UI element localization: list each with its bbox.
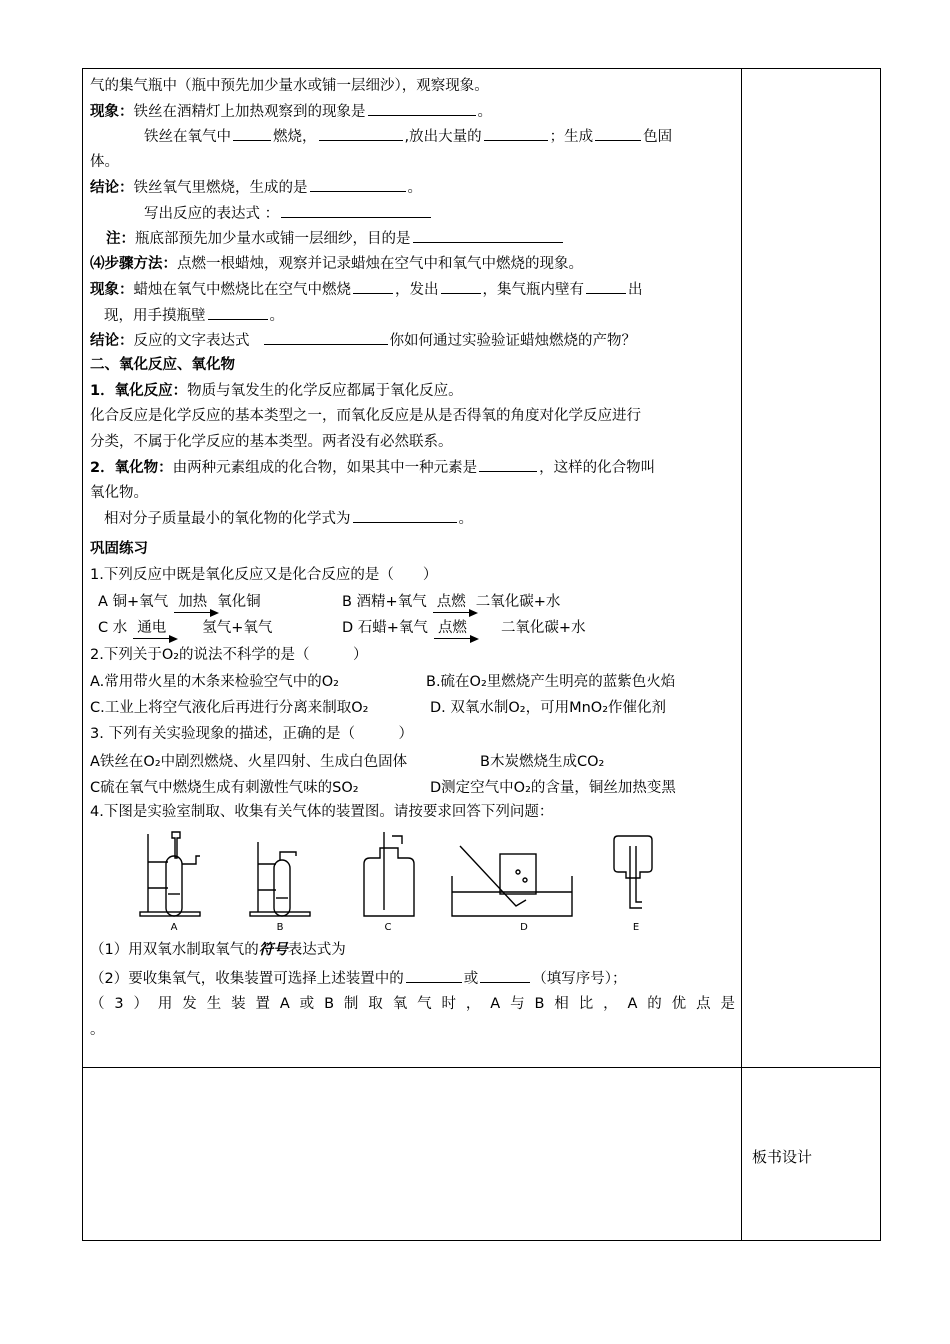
text-line: 相对分子质量最小的氧化物的化学式为 。 — [104, 508, 473, 529]
section-heading: 二、氧化反应、氧化物 — [90, 357, 235, 373]
option-a: A.常用带火星的木条来检验空气中的O₂ — [90, 674, 339, 690]
text-line: 氧化物。 — [90, 485, 148, 501]
blank — [480, 968, 530, 983]
option-b: B 酒精+氧气 点燃 二氧化碳+水 — [342, 592, 560, 613]
note-line: 注：瓶底部预先加少量水或铺一层细纱，目的是 — [106, 228, 565, 249]
question-2: 2.下列关于O₂的说法不科学的是（ ） — [90, 647, 368, 663]
question-4-part-2: （2）要收集氧气，收集装置可选择上述装置中的 或 （填写序号）； — [90, 968, 626, 989]
figure-label: E — [632, 922, 640, 933]
option-c: C.工业上将空气液化后再进行分离来制取O₂ — [90, 700, 369, 716]
text-line: 体。 — [90, 154, 119, 170]
blank — [586, 279, 626, 294]
option-b: B.硫在O₂里燃烧产生明亮的蓝紫色火焰 — [426, 674, 676, 690]
option-c: C 水 通电 氢气+氧气 — [98, 618, 272, 639]
step-line: ⑷步骤方法：点燃一根蜡烛，观察并记录蜡烛在空气中和氧气中燃烧的现象。 — [90, 256, 583, 272]
figure-label: A — [170, 922, 178, 933]
blank — [413, 228, 563, 243]
reaction-arrow: 点燃 — [434, 618, 471, 639]
text-line: 气的集气瓶中（瓶中预先加少量水或铺一层细沙），观察现象。 — [90, 78, 489, 94]
reaction-arrow: 通电 — [133, 618, 170, 639]
blank — [281, 203, 431, 218]
section-heading: 巩固练习 — [90, 541, 148, 557]
blank — [441, 279, 481, 294]
question-4: 4.下图是实验室制取、收集有关气体的装置图。请按要求回答下列问题： — [90, 804, 554, 820]
figure-label: B — [276, 922, 284, 933]
phenomenon-line: 现象：铁丝在酒精灯上加热观察到的现象是 。 — [90, 101, 492, 122]
blank — [368, 101, 476, 116]
question-1: 1.下列反应中既是氧化反应又是化合反应的是（ ） — [90, 567, 438, 583]
figure-label: D — [520, 922, 528, 933]
blank — [233, 126, 271, 141]
question-4-part-3: （ 3 ） 用 发 生 装 置 A 或 B 制 取 氧 气 时 ， A 与 B 相 比 ， A 的 优 点 是 — [90, 996, 735, 1012]
text-line: 2．氧化物：由两种元素组成的化合物，如果其中一种元素是 ，这样的化合物叫 — [90, 457, 655, 478]
text-line: 写出反应的表达式 ： — [144, 203, 433, 224]
board-design-label: 板书设计 — [752, 1148, 813, 1166]
blank — [264, 330, 388, 345]
text-line: 现，用手摸瓶壁 。 — [104, 305, 284, 326]
question-3: 3. 下列有关实验现象的描述，正确的是（ ） — [90, 726, 413, 742]
reaction-arrow: 加热 — [174, 592, 211, 613]
column-divider — [741, 68, 742, 1241]
conclusion-line: 结论：反应的文字表达式 你如何通过实验验证蜡烛燃烧的产物？ — [90, 330, 636, 351]
blank — [406, 968, 462, 983]
option-c: C硫在氧气中燃烧生成有刺激性气味的SO₂ — [90, 780, 359, 796]
blank — [353, 508, 457, 523]
blank — [310, 177, 406, 192]
blank — [595, 126, 641, 141]
row-divider — [82, 1067, 881, 1068]
figure-label: C — [384, 922, 392, 933]
phenomenon-line: 现象：蜡烛在氧气中燃烧比在空气中燃烧 ，发出 ，集气瓶内壁有 出 — [90, 279, 643, 300]
blank — [479, 457, 537, 472]
conclusion-line: 结论：铁丝氧气里燃烧，生成的是 。 — [90, 177, 422, 198]
text-line: 铁丝在氧气中 燃烧， ,放出大量的 ；生成 色固 — [144, 126, 672, 147]
reaction-arrow: 点燃 — [433, 592, 470, 613]
text-line: 。 — [90, 1022, 105, 1038]
text-line: 化合反应是化学反应的基本类型之一，而氧化反应是从是否得氧的角度对化学反应进行 — [90, 408, 641, 424]
question-4-part-1: （1）用双氧水制取氧气的符号表达式为 — [90, 942, 346, 958]
text-line: 1．氧化反应：物质与氧发生的化学反应都属于氧化反应。 — [90, 383, 463, 399]
blank — [208, 305, 268, 320]
blank — [319, 126, 403, 141]
option-b: B木炭燃烧生成CO₂ — [480, 754, 605, 770]
blank — [484, 126, 548, 141]
option-a: A铁丝在O₂中剧烈燃烧、火星四射、生成白色固体 — [90, 754, 408, 770]
option-d: D测定空气中O₂的含量，铜丝加热变黑 — [430, 780, 676, 796]
blank — [353, 279, 393, 294]
text-line: 分类，不属于化学反应的基本类型。两者没有必然联系。 — [90, 434, 453, 450]
option-d: D 石蜡+氧气 点燃 二氧化碳+水 — [342, 618, 586, 639]
option-d: D. 双氧水制O₂，可用MnO₂作催化剂 — [430, 700, 667, 716]
apparatus-figure — [130, 828, 670, 934]
option-a: A 铜+氧气 加热 氧化铜 — [98, 592, 261, 613]
